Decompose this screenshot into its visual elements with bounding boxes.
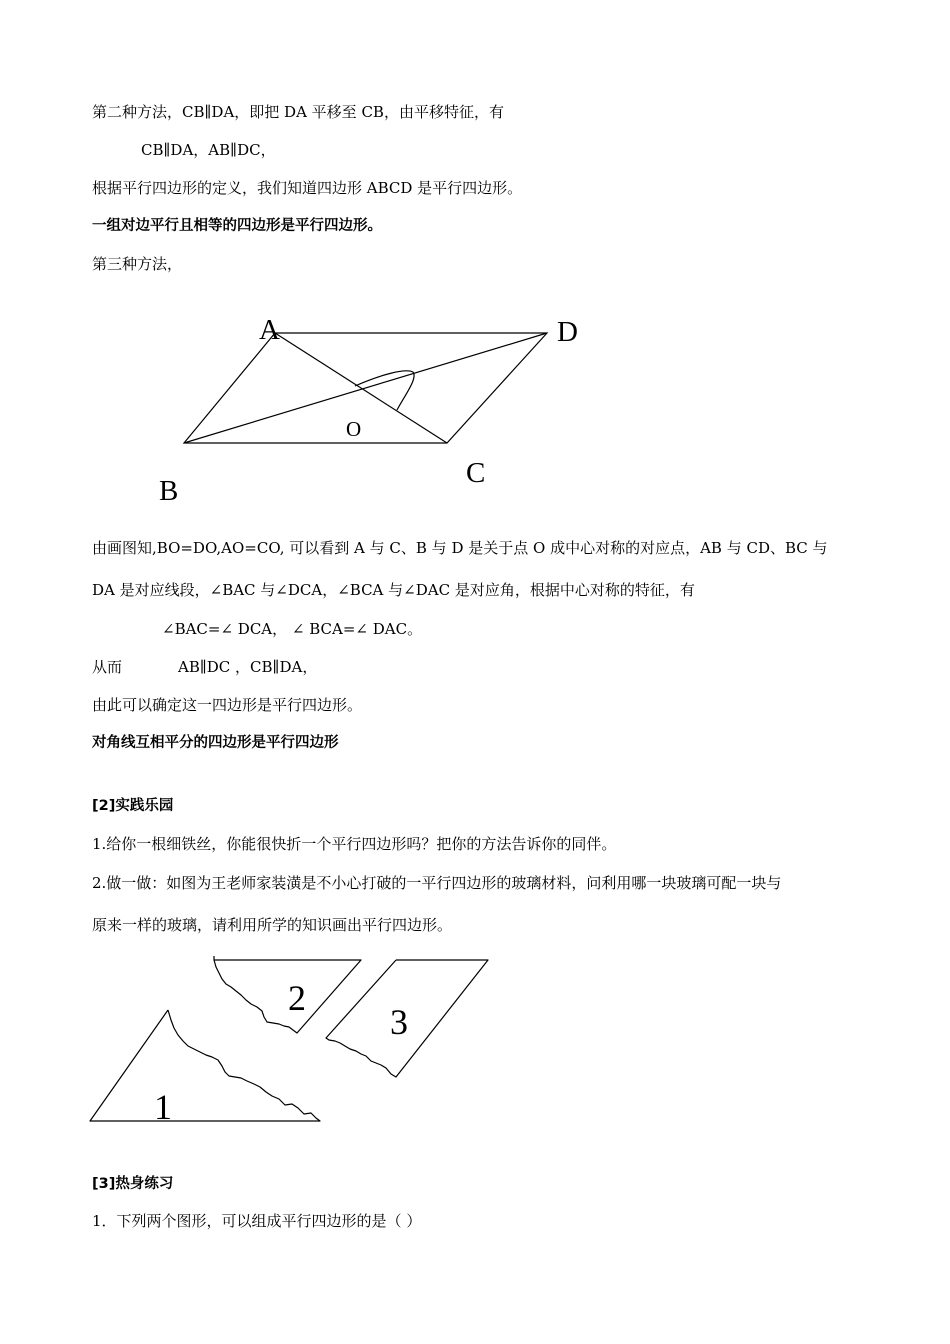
text-line: 原来一样的玻璃，请利用所学的知识画出平行四边形。	[92, 916, 453, 934]
vertex-label-b: B	[159, 475, 179, 507]
text-line: 由此可以确定这一四边形是平行四边形。	[92, 696, 363, 714]
section-heading: [3]热身练习	[92, 1176, 174, 1192]
text-line: DA 是对应线段，∠BAC 与∠DCA，∠BCA 与∠DAC 是对应角，根据中心对称的特征，有	[92, 581, 695, 599]
piece-label-2: 2	[288, 978, 306, 1018]
section-heading: [2]实践乐园	[92, 798, 174, 814]
diagonal-bd	[184, 333, 547, 443]
text-line: ∠BAC=∠ DCA， ∠ BCA=∠ DAC。	[162, 620, 423, 638]
text-line: 第三种方法，	[92, 255, 183, 273]
vertex-label-c: C	[466, 457, 486, 489]
vertex-label-d: D	[557, 316, 578, 348]
text-line: 从而	[92, 658, 123, 676]
theorem-heading: 对角线互相平分的四边形是平行四边形	[92, 735, 339, 751]
piece-label-3: 3	[390, 1002, 408, 1042]
text-line: AB∥DC ，CB∥DA，	[178, 658, 318, 676]
text-line: CB∥DA，AB∥DC，	[141, 141, 276, 159]
text-line: 1.给你一根细铁丝，你能很快折一个平行四边形吗？把你的方法告诉你的同伴。	[92, 835, 617, 853]
text-line: 2.做一做：如图为王老师家装潢是不小心打破的一平行四边形的玻璃材料，问利用哪一块玻璃可配一块与	[92, 874, 782, 892]
theorem-heading: 一组对边平行且相等的四边形是平行四边形。	[92, 218, 382, 234]
parallelogram-figure	[184, 333, 547, 443]
piece-label-1: 1	[154, 1087, 172, 1127]
question-line: 1．下列两个图形，可以组成平行四边形的是（ ）	[92, 1212, 422, 1230]
text-line: 由画图知,BO=DO,AO=CO, 可以看到 A 与 C、B 与 D 是关于点 O 成中心对称的对应点，AB 与 CD、BC 与	[92, 539, 828, 557]
center-label-o: O	[346, 417, 362, 441]
text-line: 根据平行四边形的定义，我们知道四边形 ABCD 是平行四边形。	[92, 179, 523, 197]
vertex-label-a: A	[259, 314, 280, 346]
text-line: 第二种方法，CB∥DA，即把 DA 平移至 CB，由平移特征，有	[92, 103, 504, 121]
